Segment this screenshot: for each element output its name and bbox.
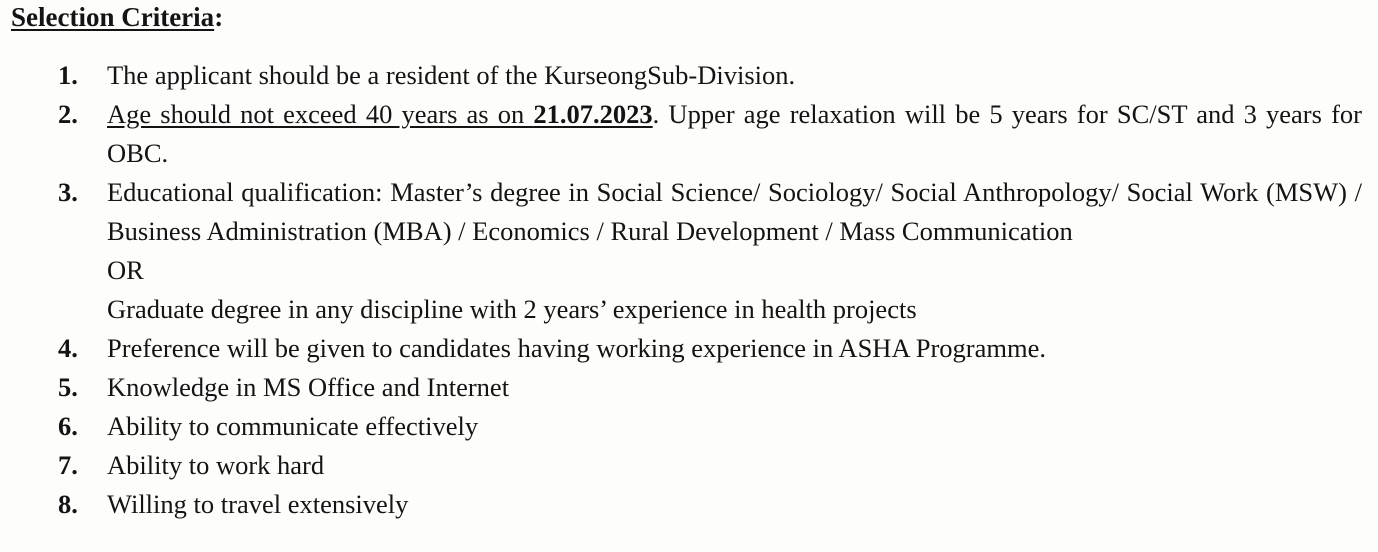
criteria-or-separator: OR bbox=[107, 255, 144, 285]
criteria-item-3 bbox=[0, 173, 1378, 329]
criteria-text-4: Preference will be given to candidates having working experience in ASHA Programme. bbox=[107, 333, 1047, 363]
criteria-text-5: Knowledge in MS Office and Internet bbox=[107, 372, 510, 402]
criteria-age-relaxation: . Upper age relaxation will be 5 years for SC/ST and 3 years for OBC. bbox=[107, 99, 1362, 168]
criteria-age-limit bbox=[107, 99, 653, 129]
criteria-number-2: 2. bbox=[58, 99, 78, 129]
criteria-alternative-qualification: Graduate degree in any discipline with 2 years’ experience in health projects bbox=[107, 294, 917, 324]
criteria-age-text: Age should not exceed 40 years as on bbox=[107, 99, 534, 129]
heading-title: Selection Criteria bbox=[11, 2, 215, 32]
criteria-number-5: 5. bbox=[58, 372, 78, 402]
criteria-text-6: Ability to communicate effectively bbox=[107, 411, 479, 441]
criteria-item-4 bbox=[0, 329, 1378, 368]
criteria-number-7: 7. bbox=[58, 450, 78, 480]
criteria-text-8: Willing to travel extensively bbox=[107, 489, 409, 519]
criteria-text-7: Ability to work hard bbox=[107, 450, 325, 480]
criteria-item-6 bbox=[0, 407, 1378, 446]
criteria-number-4: 4. bbox=[58, 333, 78, 363]
criteria-item-1 bbox=[0, 56, 1378, 95]
criteria-text-3: Educational qualification: Master’s degree in Social Science/ Sociology/ Social Anthropology/ Social Work (MSW) / Business Administration (MBA) / Economics / Rural Development / Mass Communication bbox=[107, 177, 1362, 246]
section-heading bbox=[11, 1, 223, 33]
criteria-item-8 bbox=[0, 485, 1378, 524]
criteria-item-2 bbox=[0, 95, 1378, 173]
criteria-number-3: 3. bbox=[58, 177, 78, 207]
criteria-text-1: The applicant should be a resident of the KurseongSub-Division. bbox=[107, 60, 796, 90]
selection-criteria-list bbox=[0, 56, 1378, 524]
criteria-number-1: 1. bbox=[58, 60, 78, 90]
heading-colon: : bbox=[214, 2, 224, 32]
criteria-cutoff-date: 21.07.2023 bbox=[533, 99, 653, 129]
criteria-item-7 bbox=[0, 446, 1378, 485]
criteria-item-5 bbox=[0, 368, 1378, 407]
criteria-number-6: 6. bbox=[58, 411, 78, 441]
criteria-number-8: 8. bbox=[58, 489, 78, 519]
